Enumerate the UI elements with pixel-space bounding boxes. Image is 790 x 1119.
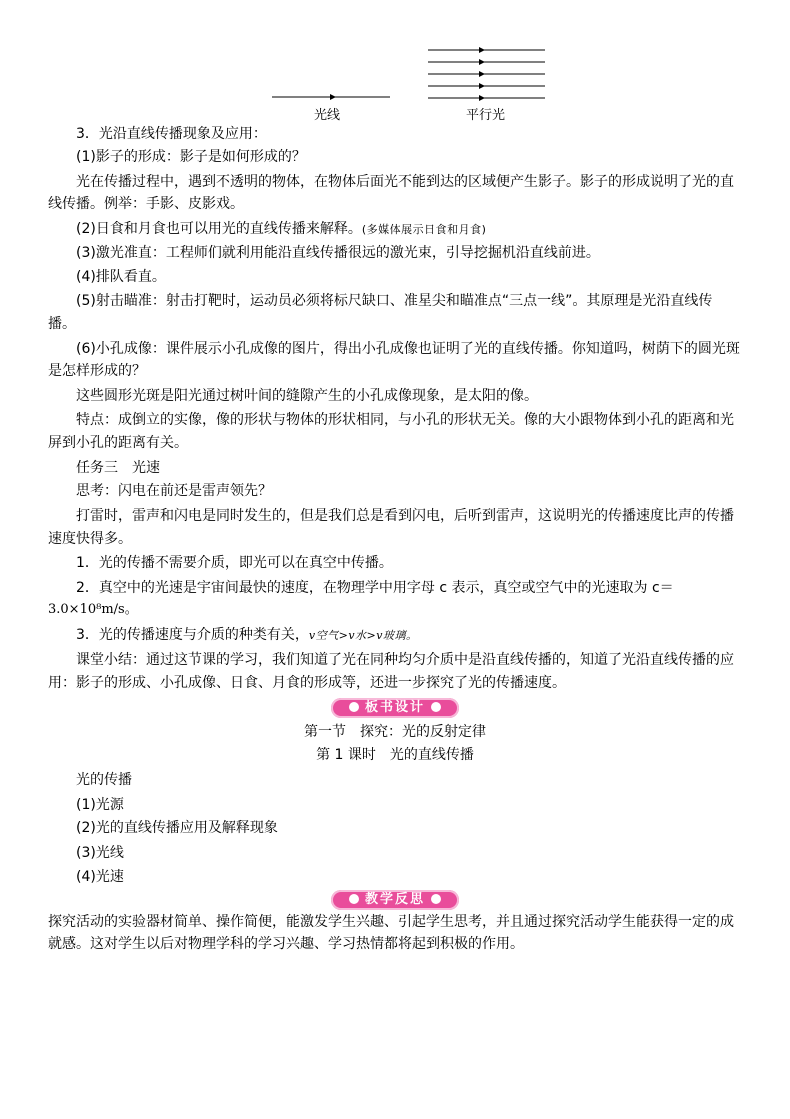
section-heading: 3．光沿直线传播现象及应用： bbox=[76, 126, 267, 142]
speed-point-2a: 2．真空中的光速是宇宙间最快的速度，在物理学中用字母 c 表示，真空或空气中的光速取为 c＝ bbox=[76, 580, 674, 596]
board-design-banner bbox=[331, 698, 459, 718]
shadow-explanation-2: 线传播。例举：手影、皮影戏。 bbox=[48, 196, 244, 212]
task3-think: 思考：闪电在前还是雷声领先？ bbox=[76, 483, 272, 499]
board-title-2: 第 1 课时 光的直线传播 bbox=[316, 747, 474, 763]
pinhole-item-1: (6)小孔成像：课件展示小孔成像的图片，得出小孔成像也证明了光的直线传播。你知道吗，树荫下的圆光斑 bbox=[76, 341, 740, 357]
banner-dot-left bbox=[349, 702, 359, 712]
speed-point-3 bbox=[76, 625, 417, 646]
eclipse-text: (2)日食和月食也可以用光的直线传播来解释。 bbox=[76, 221, 362, 237]
board-item-1: (1)光源 bbox=[76, 797, 124, 813]
thunder-explanation-1: 打雷时，雷声和闪电是同时发生的，但是我们总是看到闪电，后听到雷声，这说明光的传播速度比声的传播 bbox=[76, 508, 734, 524]
banner-dot-left bbox=[349, 894, 359, 904]
banner-dot-right bbox=[431, 894, 441, 904]
board-item-4: (4)光速 bbox=[76, 869, 124, 885]
queue-item: (4)排队看直。 bbox=[76, 269, 166, 285]
reflection-text-1: 探究活动的实验器材简单、操作简便，能激发学生兴趣、引起学生思考，并且通过探究活动学生能获得一定的成 bbox=[48, 914, 734, 930]
summary-2: 用：影子的形成、小孔成像、日食、月食的形成等，还进一步探究了光的传播速度。 bbox=[48, 675, 566, 691]
board-item-3: (3)光线 bbox=[76, 845, 124, 861]
board-item-0: 光的传播 bbox=[76, 772, 132, 788]
pinhole-item-2: 是怎样形成的？ bbox=[48, 363, 146, 379]
laser-item: (3)激光准直：工程师们就利用能沿直线传播很远的激光束，引导挖掘机沿直线前进。 bbox=[76, 245, 600, 261]
reflection-banner bbox=[331, 890, 459, 910]
speed-order-note: v空气>v水>v玻璃。 bbox=[308, 629, 418, 642]
thunder-explanation-2: 速度快得多。 bbox=[48, 531, 132, 547]
ray-label: 光线 bbox=[314, 108, 341, 123]
board-design-label: 板书设计 bbox=[364, 700, 425, 715]
task3-title: 任务三 光速 bbox=[76, 460, 160, 476]
summary-1: 课堂小结：通过这节课的学习，我们知道了光在同种均匀介质中是沿直线传播的，知道了光沿直线传播的应 bbox=[76, 652, 734, 668]
board-item-2: (2)光的直线传播应用及解释现象 bbox=[76, 820, 278, 836]
speed-point-1: 1．光的传播不需要介质，即光可以在真空中传播。 bbox=[76, 555, 393, 571]
single-ray bbox=[272, 94, 390, 100]
features-1: 特点：成倒立的实像，像的形状与物体的形状相同，与小孔的形状无关。像的大小跟物体到小孔的距离和光 bbox=[76, 412, 734, 428]
parallel-light-label: 平行光 bbox=[466, 108, 506, 123]
eclipse-note: (多媒体展示日食和月食) bbox=[361, 223, 487, 236]
banner-dot-right bbox=[431, 702, 441, 712]
shooting-item-2: 播。 bbox=[48, 316, 76, 332]
shooting-item-1: (5)射击瞄准：射击打靶时，运动员必须将标尺缺口、准星尖和瞄准点“三点一线”。其原理是光沿直线传 bbox=[76, 293, 713, 309]
question-shadow: (1)影子的形成：影子是如何形成的？ bbox=[76, 149, 306, 165]
eclipse-item bbox=[76, 219, 486, 240]
speed-point-2b: 3.0×10⁸m/s。 bbox=[48, 602, 138, 617]
board-title-1: 第一节 探究：光的反射定律 bbox=[304, 724, 486, 740]
light-spot-explanation: 这些圆形光斑是阳光通过树叶间的缝隙产生的小孔成像现象，是太阳的像。 bbox=[76, 388, 538, 404]
shadow-explanation-1: 光在传播过程中，遇到不透明的物体，在物体后面光不能到达的区域便产生影子。影子的形成说明了光的直 bbox=[76, 174, 734, 190]
reflection-text-2: 就感。这对学生以后对物理学科的学习兴趣、学习热情都将起到积极的作用。 bbox=[48, 936, 524, 952]
parallel-rays bbox=[428, 50, 545, 98]
reflection-label: 教学反思 bbox=[364, 892, 425, 907]
features-2: 屏到小孔的距离有关。 bbox=[48, 435, 188, 451]
speed-point-3-text: 3．光的传播速度与介质的种类有关， bbox=[76, 627, 309, 643]
